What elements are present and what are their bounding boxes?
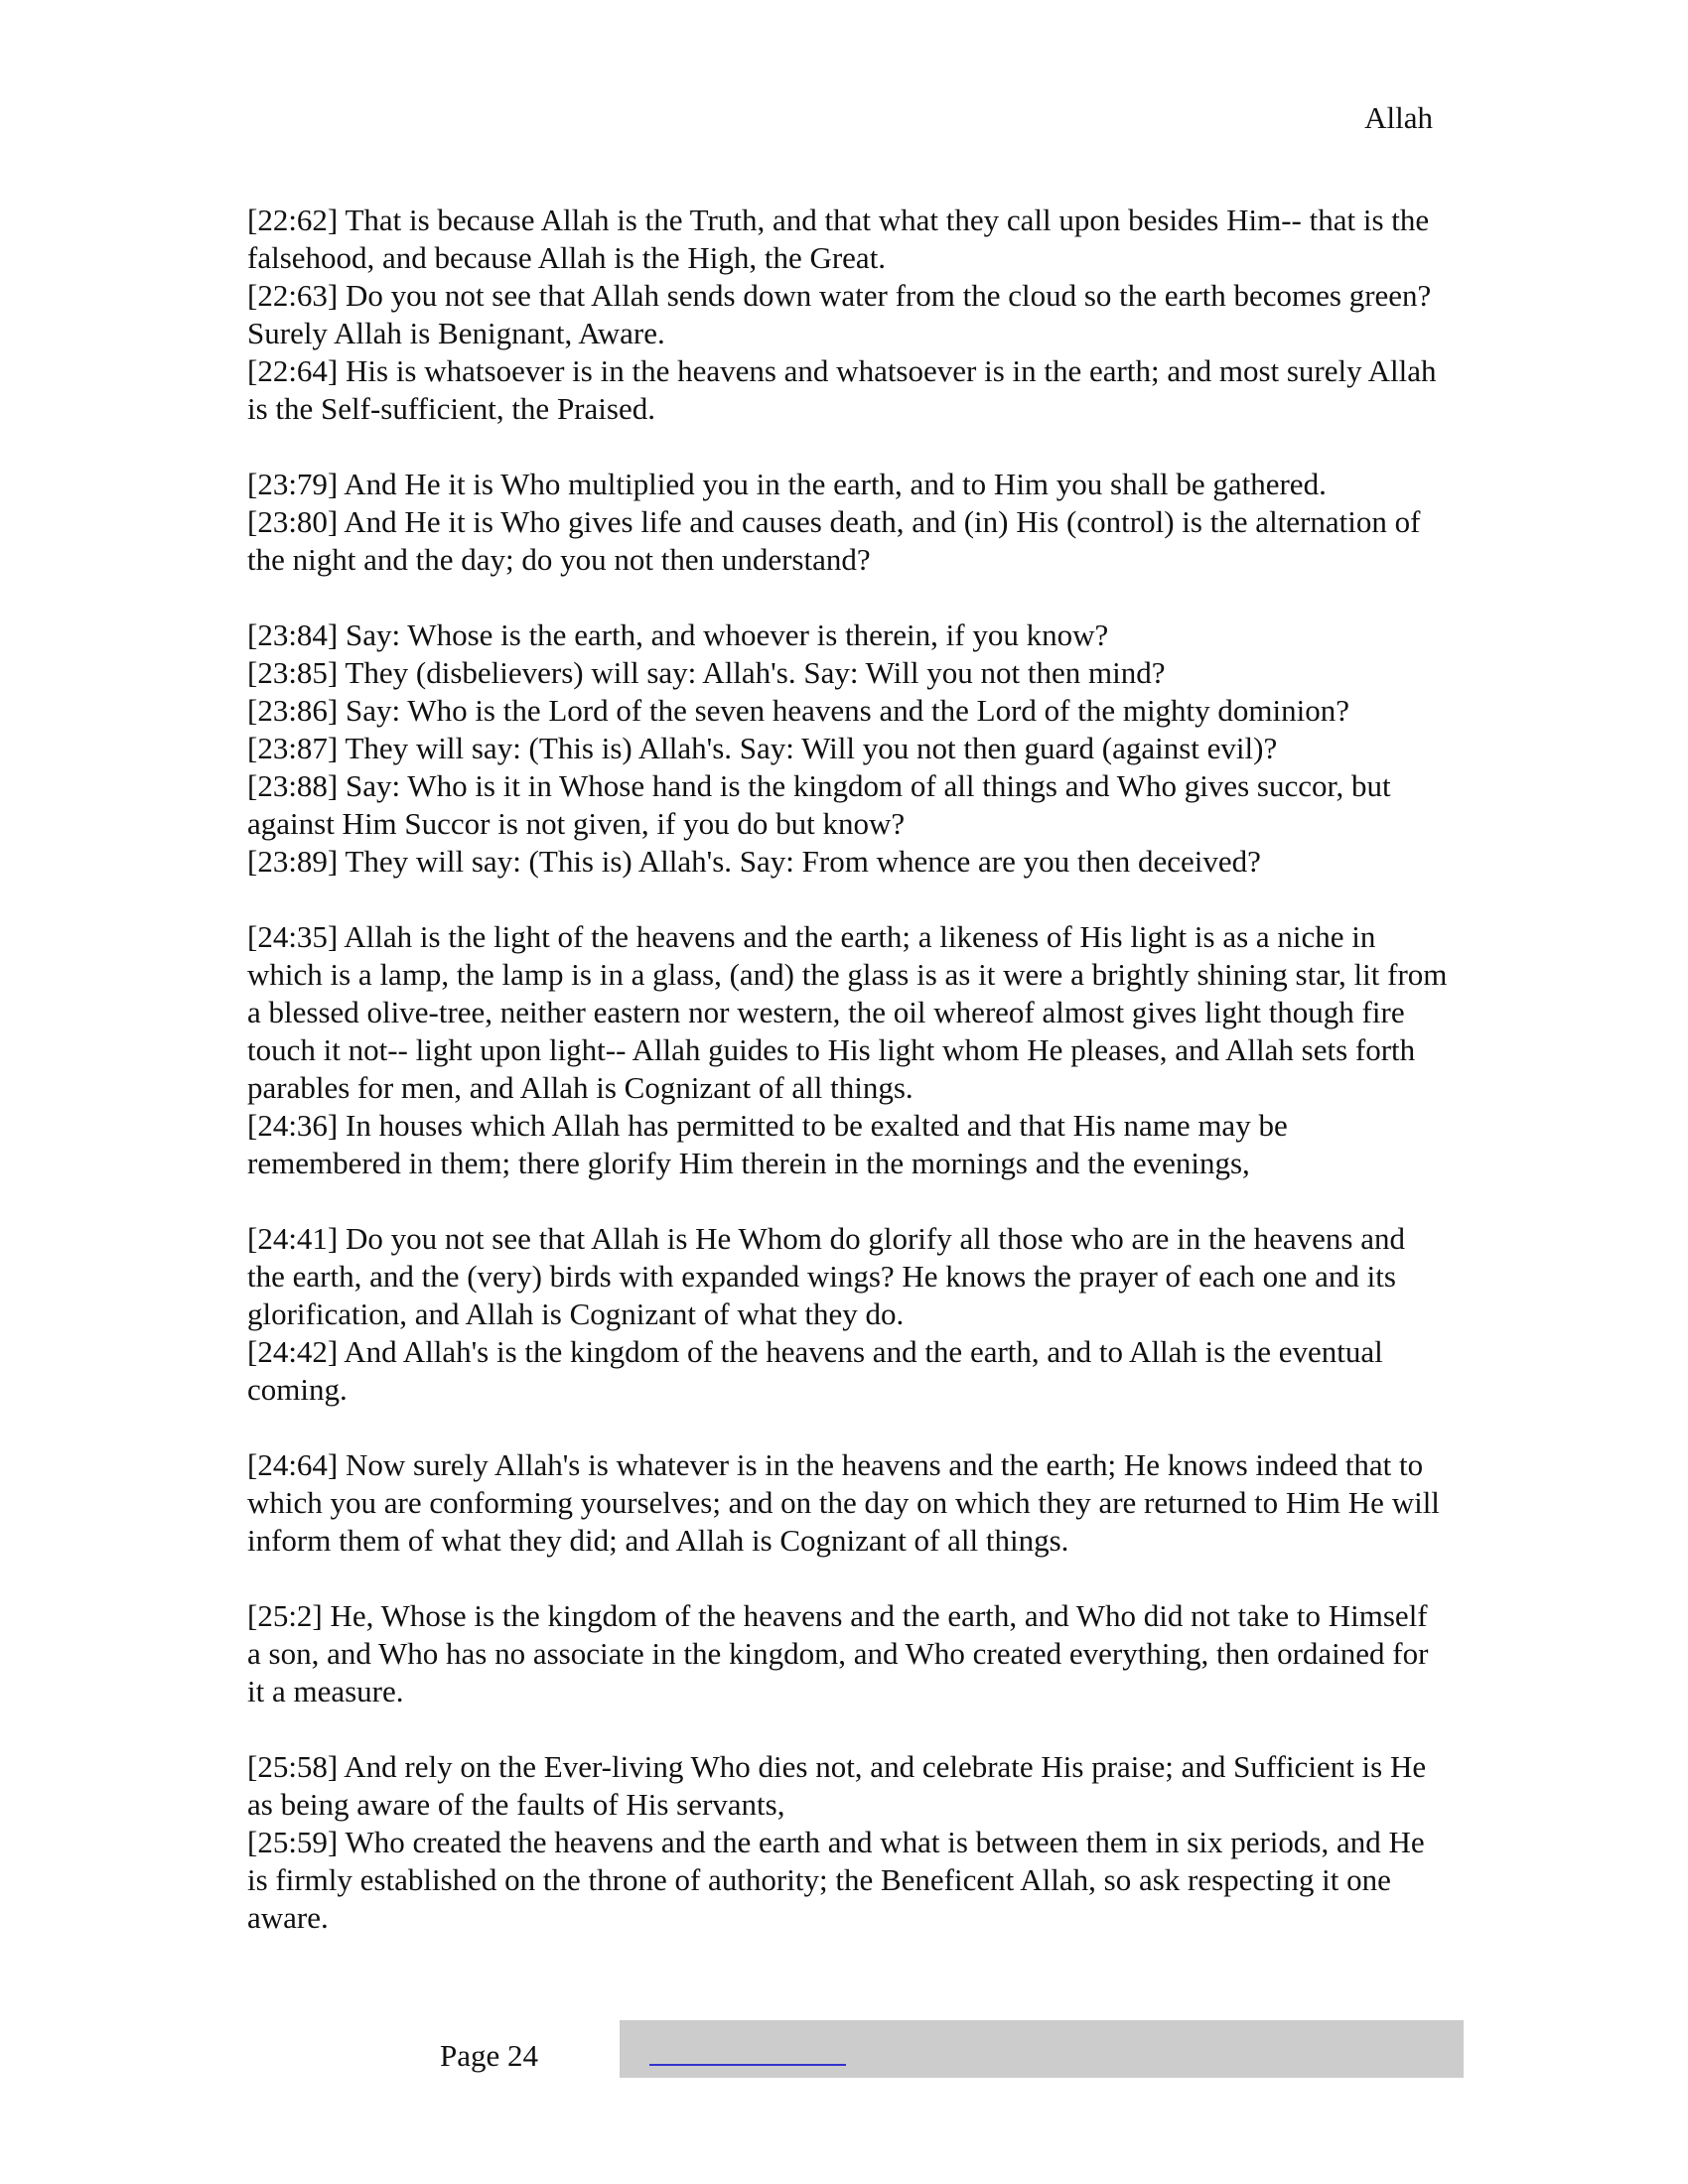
page-number: Page 24	[440, 2038, 539, 2073]
verse: [24:35] Allah is the light of the heavens and the earth; a likeness of His light is as a niche in which is a lamp, the lamp is in a glass, (and) the glass is as it were a brightly shining star, lit from a blessed olive-tree, neither eastern nor western, the oil whereof almost gives light though fire touch it not-- light upon light-- Allah guides to His light whom He pleases, and Allah sets forth parables for men, and Allah is Cognizant of all things.	[247, 919, 1448, 1105]
verse-group	[247, 918, 1449, 1182]
verse: [22:62] That is because Allah is the Truth, and that what they call upon besides Him-- that is the falsehood, and because Allah is the High, the Great.	[247, 203, 1430, 275]
verse: [24:64] Now surely Allah's is whatever is in the heavens and the earth; He knows indeed that to which you are conforming yourselves; and on the day on which they are returned to Him He will inform them of what they did; and Allah is Cognizant of all things.	[247, 1447, 1440, 1558]
verse-group	[247, 1446, 1449, 1560]
verse: [24:42] And Allah's is the kingdom of the heavens and the earth, and to Allah is the eventual coming.	[247, 1334, 1383, 1407]
verse: [23:84] Say: Whose is the earth, and whoever is therein, if you know?	[247, 617, 1109, 652]
verse: [23:79] And He it is Who multiplied you in the earth, and to Him you shall be gathered.	[247, 467, 1327, 501]
verse: [23:87] They will say: (This is) Allah's. Say: Will you not then guard (against evil)?	[247, 731, 1278, 765]
verse-group	[247, 202, 1449, 428]
verse: [24:41] Do you not see that Allah is He Whom do glorify all those who are in the heavens and the earth, and the (very) birds with expanded wings? He knows the prayer of each one and its glorification, and Allah is Cognizant of what they do.	[247, 1221, 1405, 1331]
verse: [25:59] Who created the heavens and the earth and what is between them in six periods, and He is firmly established on the throne of authority; the Beneficent Allah, so ask respecting it one aware.	[247, 1825, 1425, 1935]
verse: [23:86] Say: Who is the Lord of the seven heavens and the Lord of the mighty dominion?	[247, 693, 1350, 728]
footer-link-underline[interactable]	[649, 2064, 846, 2066]
page-body	[247, 202, 1449, 1975]
verse: [22:63] Do you not see that Allah sends down water from the cloud so the earth becomes green? Surely Allah is Benignant, Aware.	[247, 278, 1432, 350]
verse: [25:2] He, Whose is the kingdom of the heavens and the earth, and Who did not take to Himself a son, and Who has no associate in the kingdom, and Who created everything, then ordained for it a measure.	[247, 1598, 1429, 1708]
verse-group	[247, 1597, 1449, 1710]
verse: [23:85] They (disbelievers) will say: Allah's. Say: Will you not then mind?	[247, 655, 1166, 690]
verse-group	[247, 1748, 1449, 1937]
verse: [23:89] They will say: (This is) Allah's. Say: From whence are you then deceived?	[247, 844, 1261, 879]
running-header: Allah	[1364, 100, 1433, 135]
verse: [22:64] His is whatsoever is in the heavens and whatsoever is in the earth; and most surely Allah is the Self-sufficient, the Praised.	[247, 353, 1437, 426]
verse: [23:88] Say: Who is it in Whose hand is the kingdom of all things and Who gives succor, but against Him Succor is not given, if you do but know?	[247, 768, 1391, 841]
verse: [24:36] In houses which Allah has permitted to be exalted and that His name may be remembered in them; there glorify Him therein in the mornings and the evenings,	[247, 1108, 1288, 1180]
verse: [25:58] And rely on the Ever-living Who dies not, and celebrate His praise; and Sufficient is He as being aware of the faults of His servants,	[247, 1749, 1427, 1822]
verse-group	[247, 1220, 1449, 1409]
verse-group	[247, 616, 1449, 881]
verse-group	[247, 466, 1449, 579]
footer-bar	[620, 2020, 1464, 2078]
verse: [23:80] And He it is Who gives life and causes death, and (in) His (control) is the alternation of the night and the day; do you not then understand?	[247, 504, 1421, 577]
